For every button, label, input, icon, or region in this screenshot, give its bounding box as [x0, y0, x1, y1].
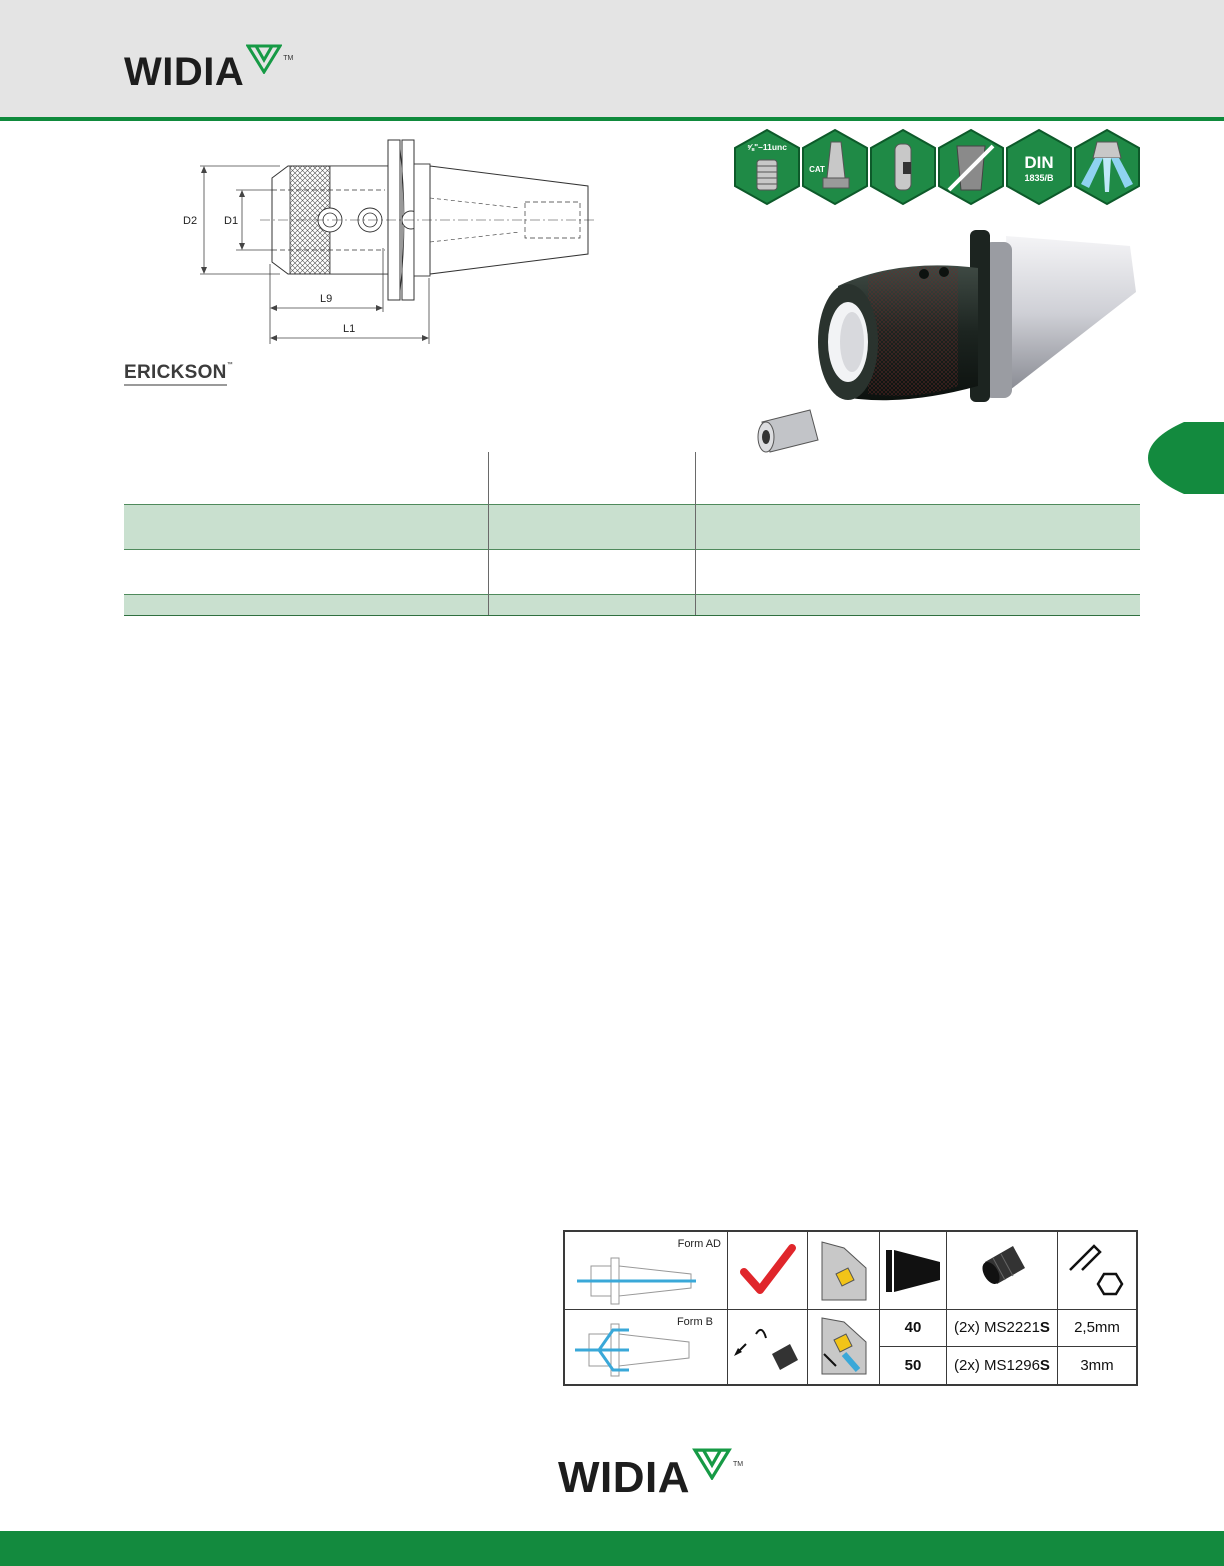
cat-taper-icon-label: CAT — [809, 165, 825, 174]
footer-bar — [0, 1531, 1224, 1566]
key-40-cell — [1058, 1310, 1136, 1347]
form-b-diagram-icon — [569, 1318, 709, 1380]
key-50: 3mm — [1080, 1357, 1114, 1374]
legend-grid — [563, 1230, 1138, 1386]
thread-icon — [735, 130, 799, 204]
size-40: 40 — [904, 1319, 922, 1336]
erickson-logo-text: ERICKSON — [124, 362, 227, 386]
coolant-screw-icon — [732, 1314, 802, 1378]
taper-icon — [884, 1246, 942, 1296]
screw-50-part: (2x) MS1296 — [954, 1357, 1040, 1374]
footer-widia-logo — [558, 1448, 743, 1500]
size-40-cell — [880, 1310, 947, 1347]
table-row — [124, 452, 1140, 505]
weldon-shank-icon — [871, 130, 935, 204]
dim-l9-label: L9 — [320, 293, 333, 305]
widia-logo — [124, 44, 293, 92]
coolant-icon — [1075, 130, 1139, 204]
erickson-logo-tm: ™ — [226, 362, 233, 368]
technical-drawing — [180, 128, 600, 350]
check-cell — [728, 1232, 808, 1310]
thread-icon-label: ⅝"–11unc — [747, 142, 787, 152]
screw-40-part: (2x) MS2221 — [954, 1319, 1040, 1336]
feature-icons — [733, 128, 1143, 208]
insert-coolant-icon — [814, 1314, 874, 1378]
insert-cell-1 — [808, 1232, 880, 1310]
product-image — [748, 218, 1148, 466]
size-50-cell — [880, 1347, 947, 1384]
form-ad-cell — [565, 1232, 728, 1310]
insert-cell-2 — [808, 1310, 880, 1384]
widia-logo-tm: TM — [283, 55, 294, 62]
form-ad-diagram-icon — [571, 1248, 701, 1308]
screw-50-suffix: S — [1039, 1357, 1050, 1374]
table-row — [124, 595, 1140, 616]
hex-key-icon — [1064, 1238, 1130, 1304]
set-screw-image — [758, 410, 818, 452]
key-50-cell — [1058, 1347, 1136, 1384]
accessories-legend — [563, 1230, 1138, 1386]
no-balance-icon — [939, 130, 1003, 204]
form-ad-label: Form AD — [677, 1238, 721, 1250]
din-icon-sublabel: 1835/B — [1024, 173, 1054, 183]
screw-40-suffix: S — [1039, 1319, 1050, 1336]
table-row — [124, 550, 1140, 595]
footer-logo-tm: TM — [733, 1461, 744, 1468]
footer-widia-triangle-icon — [692, 1448, 732, 1480]
insert-pocket-icon — [814, 1238, 874, 1304]
din-icon — [1007, 130, 1071, 204]
section-tab — [1148, 422, 1224, 494]
din-icon-label: DIN — [1024, 153, 1054, 172]
spec-table — [124, 452, 1140, 616]
table-row — [124, 505, 1140, 550]
screw-40-cell — [947, 1310, 1058, 1347]
form-b-label: Form B — [676, 1316, 713, 1328]
footer-logo-text: WIDIA — [558, 1453, 691, 1502]
dim-d1-label: D1 — [224, 215, 239, 227]
widia-logo-text: WIDIA — [124, 50, 245, 94]
key-40: 2,5mm — [1074, 1319, 1120, 1336]
widia-triangle-icon — [246, 44, 282, 74]
screw-50-cell — [947, 1347, 1058, 1384]
erickson-logo — [124, 362, 233, 384]
set-screw-icon — [973, 1240, 1033, 1300]
form-b-cell — [565, 1310, 728, 1384]
cat-taper-icon — [803, 130, 867, 204]
screw-40 — [947, 1319, 1057, 1336]
checkmark-icon — [738, 1242, 798, 1298]
dim-d2-label: D2 — [183, 215, 198, 227]
screw-cell — [947, 1232, 1058, 1310]
taper-cell — [880, 1232, 947, 1310]
dim-l1-label: L1 — [343, 323, 356, 335]
key-cell — [1058, 1232, 1136, 1310]
screw-50 — [947, 1357, 1057, 1374]
coolant-screw-cell — [728, 1310, 808, 1384]
size-50: 50 — [904, 1357, 922, 1374]
